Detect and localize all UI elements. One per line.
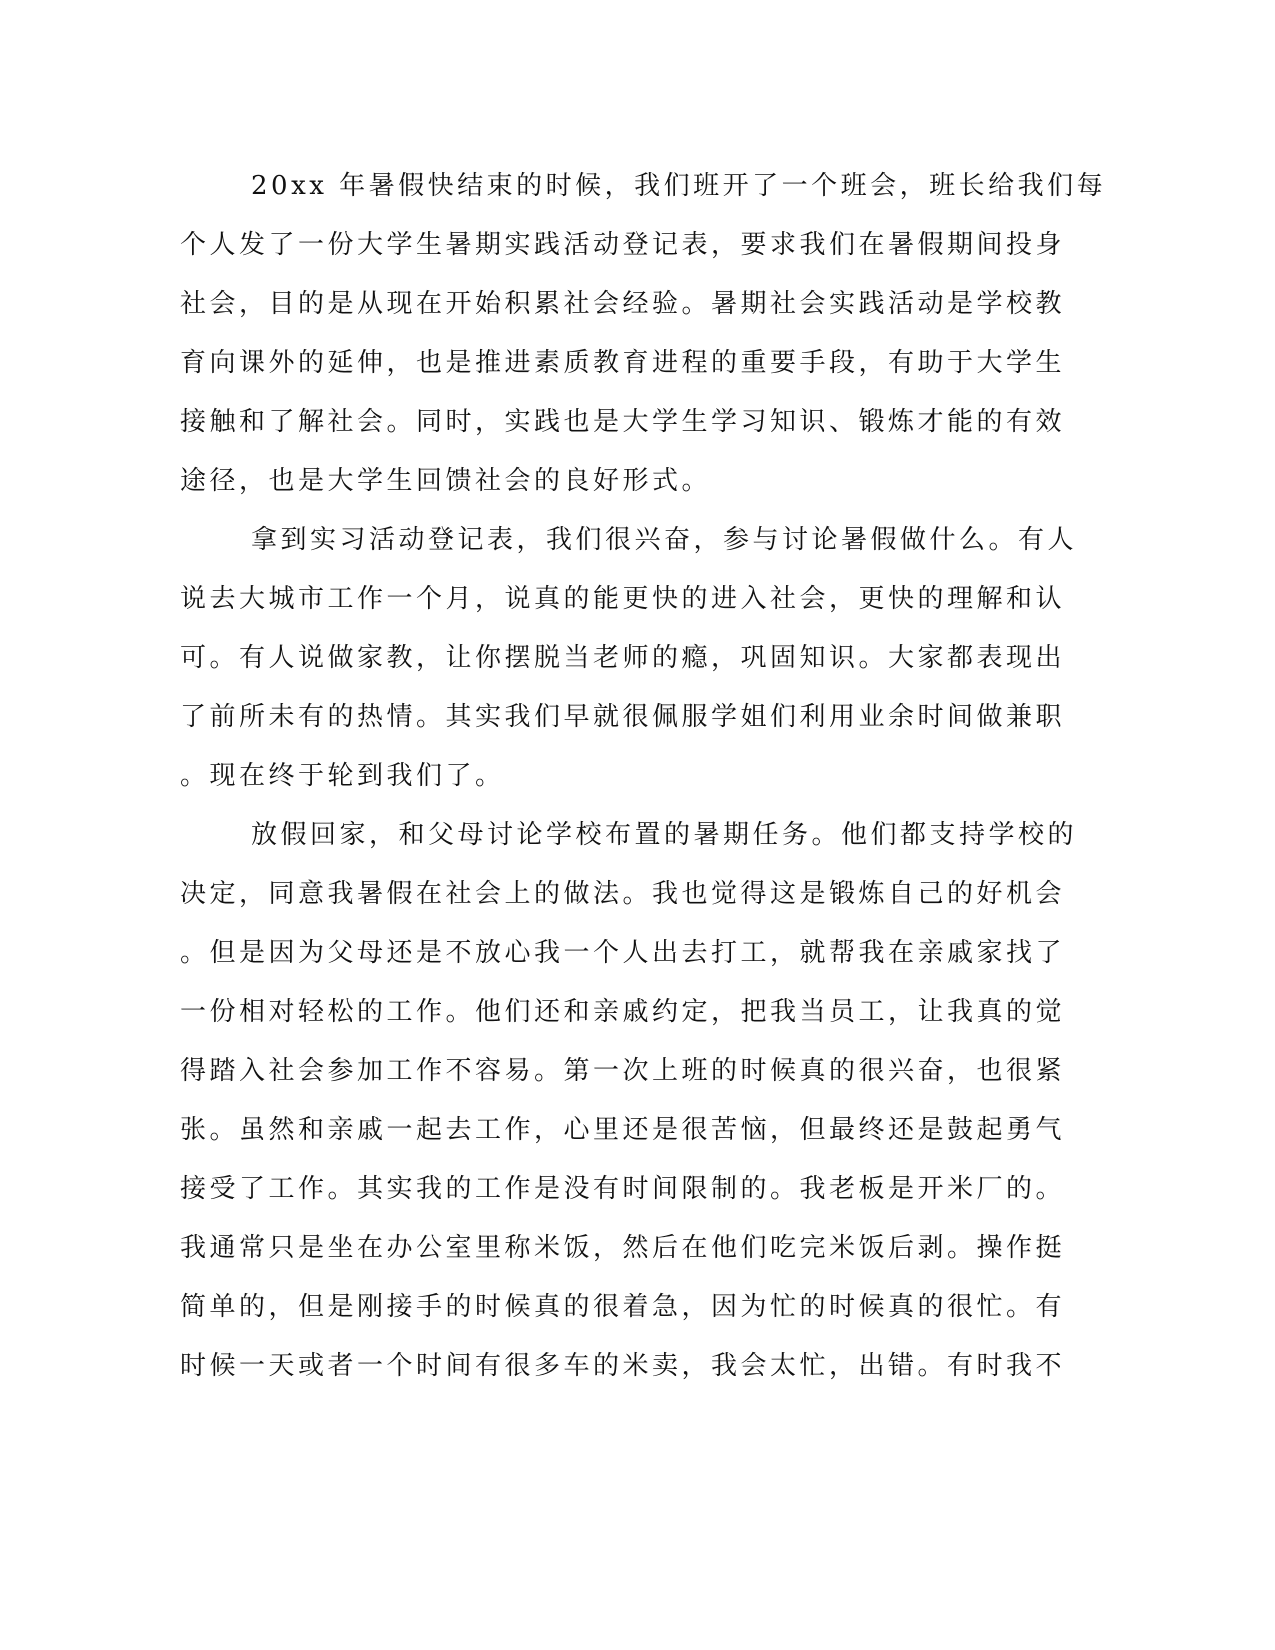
text-line: 接触和了解社会。同时，实践也是大学生学习知识、锻炼才能的有效 [180, 407, 1066, 437]
text-line: 接受了工作。其实我的工作是没有时间限制的。我老板是开米厂的。 [180, 1174, 1066, 1204]
text-line: 简单的，但是刚接手的时候真的很着急，因为忙的时候真的很忙。有 [180, 1292, 1066, 1322]
text-line: 张。虽然和亲戚一起去工作，心里还是很苦恼，但最终还是鼓起勇气 [180, 1115, 1066, 1145]
text-line: 说去大城市工作一个月，说真的能更快的进入社会，更快的理解和认 [180, 584, 1066, 614]
text-line: 时候一天或者一个时间有很多车的米卖，我会太忙，出错。有时我不 [180, 1351, 1066, 1381]
text-line: 拿到实习活动登记表，我们很兴奋，参与讨论暑假做什么。有人 [251, 525, 1078, 555]
text-line: 途径，也是大学生回馈社会的良好形式。 [180, 466, 712, 496]
text-line: 了前所未有的热情。其实我们早就很佩服学姐们利用业余时间做兼职 [180, 702, 1066, 732]
text-line: 决定，同意我暑假在社会上的做法。我也觉得这是锻炼自己的好机会 [180, 879, 1066, 909]
text-line: 得踏入社会参加工作不容易。第一次上班的时候真的很兴奋，也很紧 [180, 1056, 1066, 1086]
text-line: 一份相对轻松的工作。他们还和亲戚约定，把我当员工，让我真的觉 [180, 997, 1066, 1027]
text-line: 个人发了一份大学生暑期实践活动登记表，要求我们在暑假期间投身 [180, 230, 1066, 260]
text-line: 放假回家，和父母讨论学校布置的暑期任务。他们都支持学校的 [251, 820, 1078, 850]
text-line: 我通常只是坐在办公室里称米饭，然后在他们吃完米饭后剥。操作挺 [180, 1233, 1066, 1263]
text-line: 。现在终于轮到我们了。 [180, 761, 505, 791]
text-line: 20xx 年暑假快结束的时候，我们班开了一个班会，班长给我们每 [251, 171, 1107, 201]
text-line: 。但是因为父母还是不放心我一个人出去打工，就帮我在亲戚家找了 [180, 938, 1066, 968]
text-line: 社会，目的是从现在开始积累社会经验。暑期社会实践活动是学校教 [180, 289, 1066, 319]
text-line: 育向课外的延伸，也是推进素质教育进程的重要手段，有助于大学生 [180, 348, 1066, 378]
text-line: 可。有人说做家教，让你摆脱当老师的瘾，巩固知识。大家都表现出 [180, 643, 1066, 673]
